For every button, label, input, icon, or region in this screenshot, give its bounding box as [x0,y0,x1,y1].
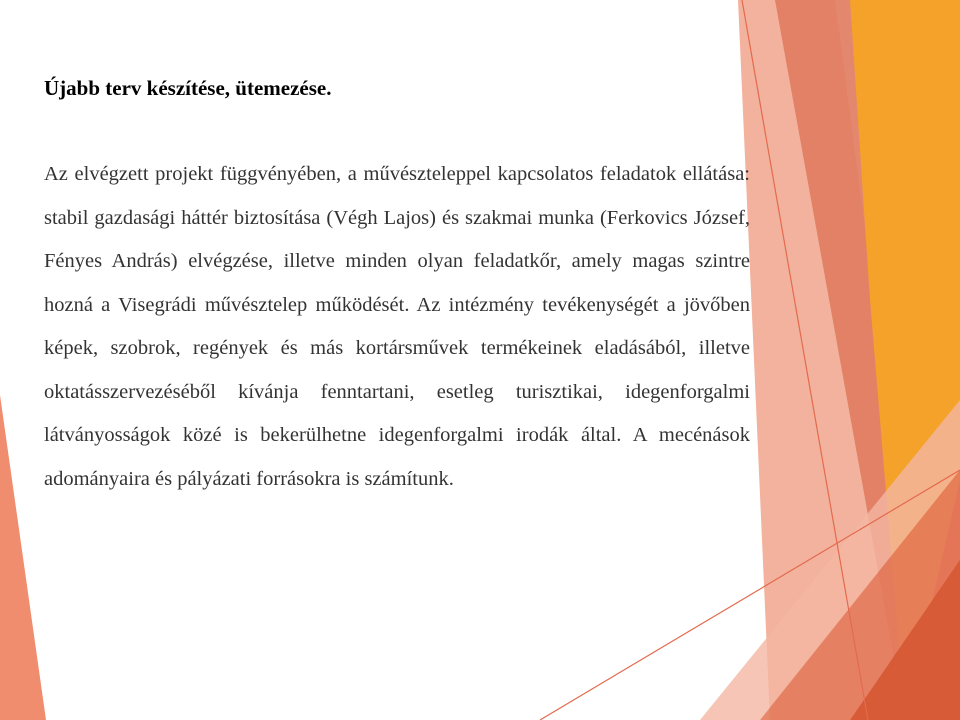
slide-title: Újabb terv készítése, ütemezése. [44,76,332,100]
left-accent-shape [0,395,46,720]
slide-body-text: Az elvégzett projekt függvényében, a művészteleppel kapcsolatos feladatok ellátása: stabil gazdasági háttér biztosítása (Végh Lajos) és szakmai munka (Ferkovics József, Fényes András) elvégzése, illetve minden olyan feladatkőr, amely magas szintre hozná a Visegrádi művésztelep működését. Az intézmény tevékenységét a jövőben képek, szobrok, regények és más kortársművek termékeinek eladásából, illetve oktatásszervezéséből kívánja fenntartani, esetleg turisztikai, idegenforgalmi látványosságok közé is bekerülhetne idegenforgalmi irodák által. A mecénások adományaira és pályázati forrásokra is számítunk. [44,163,750,490]
